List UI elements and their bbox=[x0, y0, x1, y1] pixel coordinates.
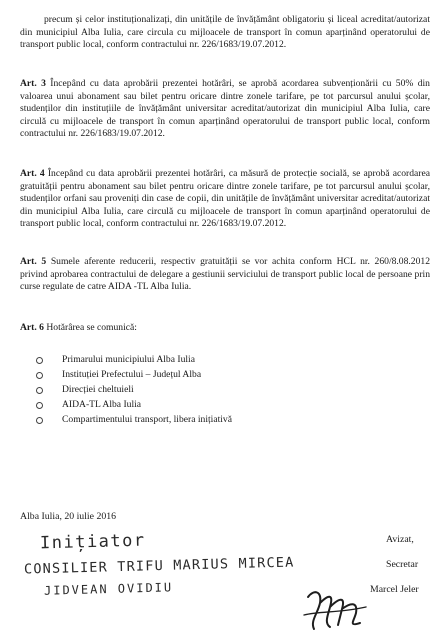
bullet-icon bbox=[36, 372, 43, 379]
article-6 bbox=[20, 322, 430, 335]
avizat-label: Avizat, bbox=[386, 534, 414, 545]
recipients-list bbox=[36, 352, 232, 427]
secretary-role: Secretar bbox=[386, 559, 419, 570]
article-4 bbox=[20, 168, 430, 231]
bullet-icon bbox=[36, 387, 43, 394]
secretary-signature bbox=[300, 585, 370, 635]
list-item: AIDA-TL Alba Iulia bbox=[36, 397, 232, 412]
article-5 bbox=[20, 256, 430, 294]
continuation-paragraph bbox=[20, 14, 430, 52]
continuation-text: precum și celor instituționalizați, din unitățile de învățământ obligatoriu și liceal acreditat/autorizat din municipiul Alba Iulia, care circula cu mijloacele de transport în comun aparținând operatorului de transport public local, conform contractului nr. 226/1683/19.07.2012. bbox=[20, 14, 430, 51]
list-item: Instituției Prefectului – Județul Alba bbox=[36, 367, 232, 382]
article-4-label: Art. 4 bbox=[20, 168, 45, 179]
secretary-name: Marcel Jeler bbox=[370, 584, 419, 595]
bullet-icon bbox=[36, 357, 43, 364]
article-5-text: Sumele aferente reducerii, respectiv gratuității se vor achita conform HCL nr. 260/8.08.2012 privind aprobarea contractului de delegare a gestiunii serviciului de transport public local de persoane prin curse regulate de catre AIDA -TL Alba Iulia. bbox=[20, 256, 430, 293]
list-item: Primarului municipiului Alba Iulia bbox=[36, 352, 232, 367]
article-4-text: Începând cu data aprobării prezentei hotărâri, ca măsură de protecție socială, se aprobă acordarea gratuității pentru abonament sau bilet pentru oricare dintre zonele tarifare, pe tot parcursul anului școlar, studenților orfani sau proveniți din case de copii, din unitățile de învățământ universitar acreditat/autorizat din municipiul Alba Iulia, care circulă cu mijloacele de transport în comun aparținând operatorului de transport public local, conform contractului nr. 226/1683/19.07.2012. bbox=[20, 168, 430, 230]
bullet-icon bbox=[36, 402, 43, 409]
article-6-label: Art. 6 bbox=[20, 322, 44, 333]
bullet-icon bbox=[36, 417, 43, 424]
article-3-label: Art. 3 bbox=[20, 78, 46, 89]
handwritten-councillor-name: CONSILIER TRIFU MARIUS MIRCEA bbox=[23, 554, 295, 578]
list-item: Compartimentului transport, libera inițiativă bbox=[36, 412, 232, 427]
article-5-label: Art. 5 bbox=[20, 256, 47, 267]
article-3-text: Începând cu data aprobării prezentei hotărâri, se aprobă acordarea subvenționării cu 50% din valoarea unui abonament sau bilet pentru oricare dintre zonele tarifare, pe tot parcursul anului școlar, studenților din instituțiile de învățământ universitar acreditat/autorizat din municipiul Alba Iulia, care circulă cu mijloacele de transport în comun aparținând operatorului de transport public local, conform contractului nr. 226/1683/19.07.2012. bbox=[20, 78, 430, 140]
article-3 bbox=[20, 78, 430, 141]
handwritten-second-name: JIDVEAN OVIDIU bbox=[43, 580, 174, 598]
handwritten-initiator-title: Inițiator bbox=[39, 530, 146, 554]
place-date: Alba Iulia, 20 iulie 2016 bbox=[20, 511, 117, 522]
article-6-text: Hotărârea se comunică: bbox=[43, 322, 137, 333]
list-item: Direcției cheltuieli bbox=[36, 382, 232, 397]
